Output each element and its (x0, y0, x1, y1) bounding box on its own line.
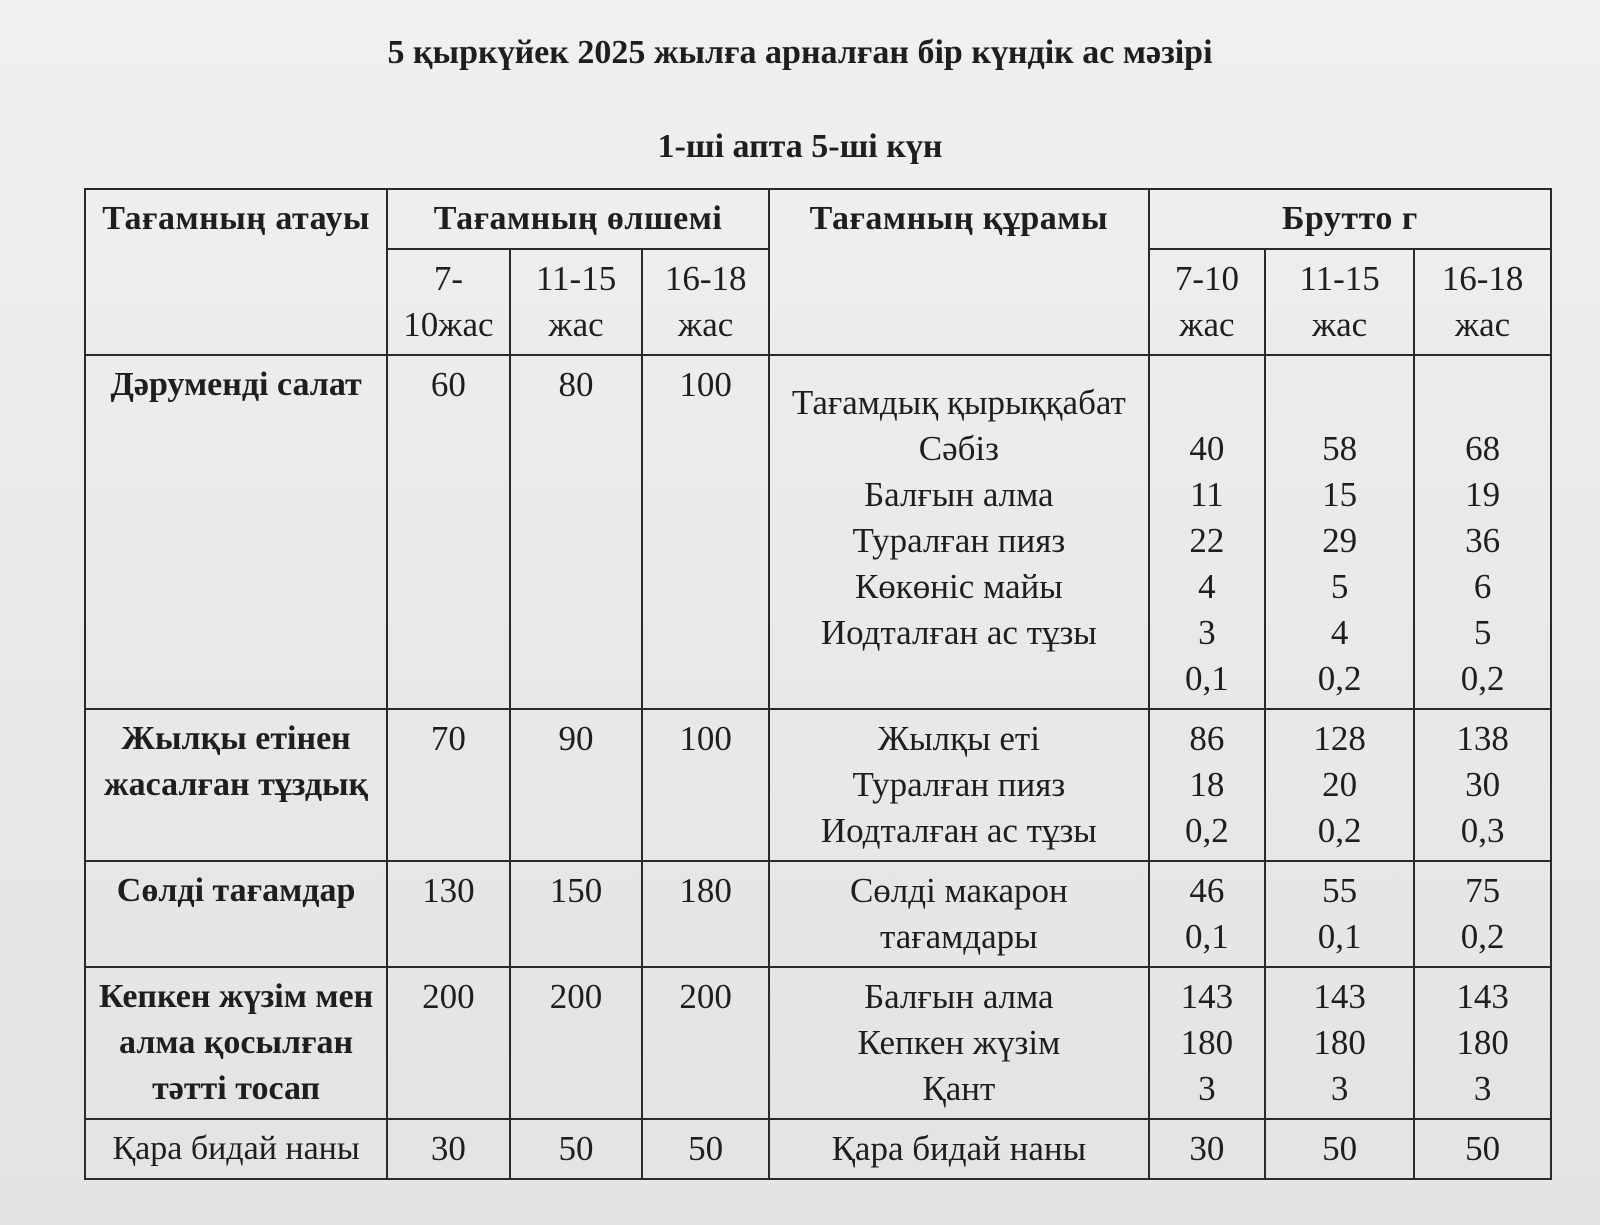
brutto-values (1149, 861, 1265, 967)
portion-value: 30 (387, 1119, 510, 1179)
portion-value: 150 (510, 861, 643, 967)
portion-value: 180 (642, 861, 769, 967)
brutto-values (1414, 861, 1551, 967)
brutto-value: 180 (1313, 1023, 1366, 1062)
portion-value: 70 (387, 709, 510, 861)
ingredient-name: Иодталған ас тұзы (820, 613, 1097, 652)
brutto-value: 20 (1322, 765, 1358, 804)
header-composition: Тағамның құрамы (769, 189, 1149, 355)
brutto-value: 22 (1189, 521, 1225, 560)
page-title: 5 қыркүйек 2025 жылға арналған бір күндік ас мәзірі (387, 34, 1213, 71)
dish-name: Қара бидай наны (85, 1119, 387, 1179)
brutto-value: 30 (1465, 765, 1501, 804)
header-brutto-age: 16-18 жас (1414, 249, 1551, 355)
ingredient-name: Жылқы еті (877, 719, 1040, 758)
brutto-value: 3 (1473, 1069, 1492, 1108)
ingredient-list (769, 355, 1149, 709)
brutto-value: 5 (1330, 567, 1349, 606)
brutto-values (1149, 1119, 1265, 1179)
brutto-value: 58 (1322, 429, 1358, 468)
portion-value: 60 (387, 355, 510, 709)
table-row (85, 861, 1551, 967)
brutto-value: 3 (1330, 1069, 1349, 1108)
brutto-value: 0,3 (1460, 811, 1505, 850)
header-brutto-age: 7-10 жас (1149, 249, 1265, 355)
brutto-value: 6 (1473, 567, 1492, 606)
brutto-values (1265, 355, 1414, 709)
brutto-values (1149, 709, 1265, 861)
ingredient-name: Қара бидай наны (831, 1129, 1087, 1168)
dish-name: Дәрумендi салат (85, 355, 387, 709)
brutto-values (1149, 967, 1265, 1119)
portion-value: 100 (642, 355, 769, 709)
ingredient-name: Тағамдық қырыққабат (791, 383, 1126, 422)
brutto-value: 0,1 (1317, 917, 1362, 956)
brutto-values (1265, 861, 1414, 967)
brutto-values (1265, 709, 1414, 861)
header-brutto: Брутто г (1149, 189, 1551, 249)
portion-value: 90 (510, 709, 643, 861)
ingredient-name: Туралған пияз (852, 765, 1066, 804)
brutto-value: 15 (1322, 475, 1358, 514)
header-portion-age: 7-10жас (387, 249, 510, 355)
menu-body (85, 355, 1551, 1179)
dish-name: Сөлді тағамдар (85, 861, 387, 967)
brutto-value: 4 (1198, 567, 1216, 606)
ingredient-name: Кепкен жүзім (857, 1023, 1061, 1062)
brutto-value: 0,2 (1317, 659, 1362, 698)
portion-value: 200 (387, 967, 510, 1119)
brutto-value: 128 (1313, 719, 1366, 758)
brutto-value: 4 (1330, 613, 1349, 652)
brutto-values (1265, 1119, 1414, 1179)
brutto-value: 5 (1473, 613, 1492, 652)
brutto-value: 40 (1189, 429, 1225, 468)
brutto-value: 50 (1322, 1129, 1358, 1168)
portion-value: 200 (510, 967, 643, 1119)
brutto-value: 86 (1189, 719, 1225, 758)
brutto-value: 143 (1456, 977, 1509, 1016)
portion-value: 50 (510, 1119, 643, 1179)
header-brutto-age: 11-15 жас (1265, 249, 1414, 355)
ingredient-name: Қант (922, 1069, 996, 1108)
portion-value: 200 (642, 967, 769, 1119)
brutto-value: 11 (1190, 475, 1224, 514)
brutto-value: 30 (1189, 1129, 1225, 1168)
brutto-values (1149, 355, 1265, 709)
brutto-values (1414, 967, 1551, 1119)
portion-value: 80 (510, 355, 643, 709)
brutto-value: 0,2 (1185, 811, 1229, 850)
brutto-value: 55 (1322, 871, 1358, 910)
ingredient-name: Сөлді макарон тағамдары (849, 871, 1068, 956)
table-row (85, 967, 1551, 1119)
brutto-values (1414, 1119, 1551, 1179)
brutto-value: 18 (1189, 765, 1225, 804)
ingredient-name: Туралған пияз (852, 521, 1066, 560)
ingredient-name: Көкөніс майы (854, 567, 1063, 606)
header-portion-age: 16-18 жас (642, 249, 769, 355)
portion-value: 100 (642, 709, 769, 861)
brutto-value: 75 (1465, 871, 1501, 910)
header-portion-age: 11-15 жас (510, 249, 643, 355)
table-row (85, 1119, 1551, 1179)
ingredient-list (769, 1119, 1149, 1179)
page-subtitle: 1-ші апта 5-ші күн (657, 128, 943, 165)
dish-name: Кепкен жүзім мен алма қосылған тәтті тосап (85, 967, 387, 1119)
dish-name: Жылқы етінен жасалған тұздық (85, 709, 387, 861)
brutto-value: 138 (1456, 719, 1509, 758)
brutto-value: 50 (1465, 1129, 1501, 1168)
brutto-value: 3 (1198, 613, 1216, 652)
ingredient-list (769, 967, 1149, 1119)
brutto-value: 68 (1465, 429, 1501, 468)
header-name: Тағамның атауы (85, 189, 387, 355)
brutto-value: 143 (1313, 977, 1366, 1016)
brutto-value: 0,2 (1460, 659, 1505, 698)
table-row (85, 355, 1551, 709)
ingredient-list (769, 709, 1149, 861)
ingredient-name: Балғын алма (864, 977, 1054, 1016)
portion-value: 50 (642, 1119, 769, 1179)
brutto-value: 3 (1198, 1069, 1216, 1108)
brutto-value: 180 (1456, 1023, 1509, 1062)
brutto-value: 143 (1180, 977, 1234, 1016)
brutto-value: 36 (1465, 521, 1501, 560)
portion-value: 130 (387, 861, 510, 967)
brutto-value: 0,2 (1317, 811, 1362, 850)
brutto-value: 0,1 (1185, 917, 1229, 956)
ingredient-list (769, 861, 1149, 967)
brutto-value: 46 (1189, 871, 1225, 910)
ingredient-name: Сәбіз (918, 429, 999, 468)
ingredient-name: Балғын алма (864, 475, 1054, 514)
brutto-value: 0,1 (1185, 659, 1229, 698)
brutto-value: 180 (1180, 1023, 1234, 1062)
table-row (85, 709, 1551, 861)
brutto-value: 29 (1322, 521, 1358, 560)
ingredient-name: Иодталған ас тұзы (820, 811, 1097, 850)
brutto-values (1414, 709, 1551, 861)
header-portion: Тағамның өлшемі (387, 189, 769, 249)
brutto-values (1265, 967, 1414, 1119)
menu-table (84, 188, 1552, 1180)
brutto-value: 19 (1465, 475, 1501, 514)
brutto-value: 0,2 (1460, 917, 1505, 956)
brutto-values (1414, 355, 1551, 709)
